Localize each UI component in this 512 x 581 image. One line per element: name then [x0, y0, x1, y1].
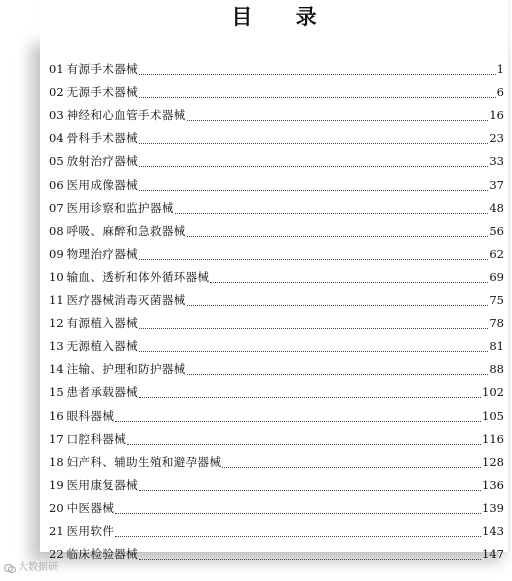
- toc-entry-label: 临床检验器械: [66, 547, 139, 562]
- toc-entry-number: 10: [49, 269, 64, 284]
- toc-entry-page: 143: [482, 523, 504, 538]
- toc-entry-number: 06: [49, 177, 64, 192]
- toc-dot-leader: [115, 513, 481, 514]
- toc-entry-label: 注输、护理和防护器械: [66, 362, 186, 377]
- toc-dot-leader: [139, 351, 488, 352]
- toc-entry: [49, 404, 504, 427]
- toc-entry: [49, 150, 504, 173]
- toc-entry-number: 17: [49, 431, 64, 446]
- toc-entry-label: 妇产科、辅助生殖和避孕器械: [66, 454, 222, 469]
- toc-entry-page: 88: [489, 362, 504, 377]
- toc-entry-page: 1: [496, 62, 504, 77]
- toc-entry-page: 147: [482, 547, 504, 562]
- toc-entry-number: 05: [49, 154, 64, 169]
- toc-entry-number: 18: [49, 454, 64, 469]
- watermark: [4, 561, 58, 575]
- toc-dot-leader: [187, 374, 489, 375]
- toc-entry-number: 07: [49, 200, 64, 215]
- toc-dot-leader: [115, 421, 481, 422]
- toc-entry-number: 03: [49, 108, 64, 123]
- toc-entry: [49, 497, 504, 520]
- toc-entry: [49, 520, 504, 543]
- toc-entry-page: 37: [489, 177, 504, 192]
- toc-entry-label: 眼科器械: [66, 408, 115, 423]
- toc-entry: [49, 266, 504, 289]
- toc-entry-page: 75: [489, 293, 504, 308]
- watermark-text: 大数据研: [18, 562, 58, 573]
- toc-dot-leader: [139, 97, 496, 98]
- toc-entry-label: 物理治疗器械: [66, 246, 139, 261]
- toc-entry: [49, 58, 504, 81]
- toc-entry-number: 14: [49, 362, 64, 377]
- toc-entry-label: 医疗器械消毒灭菌器械: [66, 293, 186, 308]
- toc-entry-label: 放射治疗器械: [66, 154, 139, 169]
- toc-dot-leader: [139, 559, 481, 560]
- toc-entry-number: 20: [49, 500, 64, 515]
- toc-dot-leader: [139, 190, 488, 191]
- toc-entry-page: 48: [489, 200, 504, 215]
- toc-entry-page: 69: [489, 269, 504, 284]
- toc-dot-leader: [210, 282, 488, 283]
- toc-entry-page: 16: [489, 108, 504, 123]
- toc-dot-leader: [139, 143, 488, 144]
- toc-entry-number: 16: [49, 408, 64, 423]
- toc-entry-page: 78: [489, 316, 504, 331]
- toc-entry-page: 136: [482, 477, 504, 492]
- toc-entry-number: 19: [49, 477, 64, 492]
- toc-entry: [49, 81, 504, 104]
- toc-entry: [49, 104, 504, 127]
- toc-entry-label: 医用成像器械: [66, 177, 139, 192]
- document-page: [40, 0, 508, 562]
- toc-entry-number: 01: [49, 62, 64, 77]
- toc-entry-number: 08: [49, 223, 64, 238]
- toc-entry-label: 医用诊察和监护器械: [66, 200, 174, 215]
- toc-entry-page: 62: [489, 246, 504, 261]
- toc-entry: [49, 289, 504, 312]
- toc-entry-page: 6: [496, 85, 504, 100]
- toc-list: [49, 58, 504, 566]
- toc-entry-page: 139: [482, 500, 504, 515]
- toc-entry-page: 105: [482, 408, 504, 423]
- toc-entry-label: 中医器械: [66, 500, 115, 515]
- toc-entry-number: 09: [49, 246, 64, 261]
- toc-entry-label: 有源植入器械: [66, 316, 139, 331]
- toc-entry-label: 神经和心血管手术器械: [66, 108, 186, 123]
- toc-entry-page: 81: [489, 339, 504, 354]
- toc-dot-leader: [127, 444, 481, 445]
- toc-dot-leader: [222, 467, 481, 468]
- toc-entry-label: 无源手术器械: [66, 85, 139, 100]
- toc-dot-leader: [187, 305, 489, 306]
- toc-dot-leader: [139, 397, 481, 398]
- toc-entry-label: 无源植入器械: [66, 339, 139, 354]
- toc-entry-page: 116: [482, 431, 504, 446]
- toc-entry-label: 口腔科器械: [66, 431, 127, 446]
- toc-entry-label: 医用软件: [66, 523, 115, 538]
- toc-entry-number: 12: [49, 316, 64, 331]
- toc-entry-number: 13: [49, 339, 64, 354]
- toc-dot-leader: [187, 120, 489, 121]
- toc-title: 目 录: [231, 4, 335, 29]
- toc-entry-label: 医用康复器械: [66, 477, 139, 492]
- toc-entry: [49, 335, 504, 358]
- toc-entry: [49, 474, 504, 497]
- toc-dot-leader: [139, 74, 496, 75]
- toc-entry: [49, 197, 504, 220]
- toc-dot-leader: [139, 259, 488, 260]
- toc-entry: [49, 451, 504, 474]
- toc-entry: [49, 543, 504, 566]
- toc-entry-page: 33: [489, 154, 504, 169]
- weibo-icon: [4, 563, 16, 573]
- toc-dot-leader: [139, 328, 488, 329]
- toc-entry-page: 56: [489, 223, 504, 238]
- toc-entry: [49, 312, 504, 335]
- toc-entry: [49, 220, 504, 243]
- toc-entry-page: 128: [482, 454, 504, 469]
- toc-entry-page: 23: [489, 131, 504, 146]
- toc-dot-leader: [139, 490, 481, 491]
- toc-entry-number: 04: [49, 131, 64, 146]
- toc-entry: [49, 381, 504, 404]
- toc-entry-label: 骨科手术器械: [66, 131, 139, 146]
- toc-entry-number: 11: [49, 293, 64, 308]
- toc-entry-page: 102: [482, 385, 504, 400]
- toc-entry-label: 有源手术器械: [66, 62, 139, 77]
- toc-entry-label: 输血、透析和体外循环器械: [66, 269, 210, 284]
- toc-entry-number: 02: [49, 85, 64, 100]
- toc-entry: [49, 243, 504, 266]
- toc-entry-number: 21: [49, 523, 64, 538]
- toc-dot-leader: [139, 166, 488, 167]
- toc-entry: [49, 428, 504, 451]
- toc-dot-leader: [175, 213, 489, 214]
- toc-dot-leader: [187, 236, 489, 237]
- toc-entry: [49, 127, 504, 150]
- toc-entry-label: 呼吸、麻醉和急救器械: [66, 223, 186, 238]
- toc-entry-number: 22: [49, 547, 64, 562]
- toc-entry: [49, 173, 504, 196]
- toc-entry-number: 15: [49, 385, 64, 400]
- toc-dot-leader: [115, 536, 481, 537]
- toc-entry: [49, 358, 504, 381]
- toc-entry-label: 患者承载器械: [66, 385, 139, 400]
